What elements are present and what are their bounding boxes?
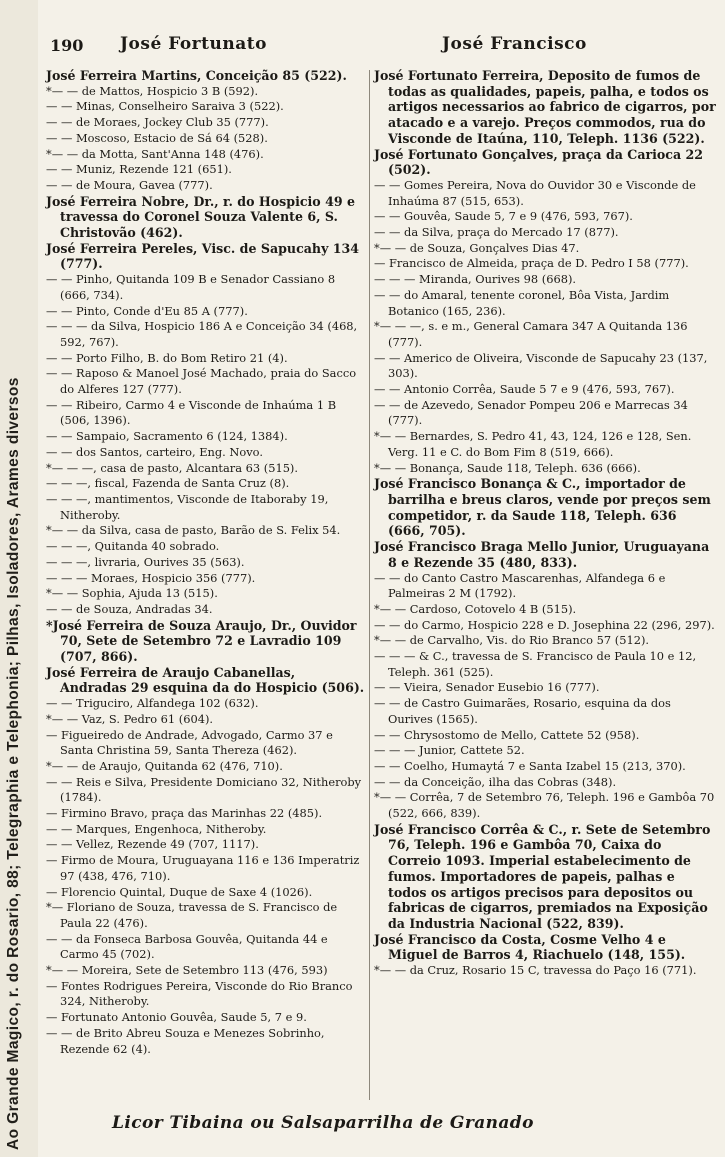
- footer-advertisement: Licor Tibaina ou Salsaparrilha de Granado: [112, 1113, 534, 1133]
- directory-entry: — — do Carmo, Hospicio 228 e D. Josephina 22 (296, 297).: [374, 617, 715, 632]
- directory-entry: — — da Silva, praça do Mercado 17 (877).: [374, 225, 619, 240]
- directory-entry: — — —, fiscal, Fazenda de Santa Cruz (8).: [46, 476, 290, 491]
- directory-entry: *— — de Araujo, Quitanda 62 (476, 710).: [46, 758, 283, 773]
- directory-entry: José Ferreira Pereles, Visc. de Sapucahy 134 (777).: [46, 240, 364, 272]
- directory-entry: — — Gomes Pereira, Nova do Ouvidor 30 e Visconde de Inhaúma 87 (515, 653).: [374, 177, 700, 208]
- directory-entry: *José Ferreira de Souza Araujo, Dr., Ouvidor 70, Sete de Setembro 72 e Lavradio 109 (707, 866).: [46, 617, 361, 665]
- directory-entry: — — — Junior, Cattete 52.: [374, 743, 525, 758]
- directory-entry: *— — de Mattos, Hospicio 3 B (592).: [46, 83, 259, 98]
- directory-entry: — — Pinho, Quitanda 109 B e Senador Cassiano 8 (666, 734).: [46, 272, 339, 302]
- directory-entry: — — Antonio Corrêa, Saude 5 7 e 9 (476, 593, 767).: [374, 382, 675, 397]
- directory-entry: — — Minas, Conselheiro Saraiva 3 (522).: [46, 99, 284, 114]
- directory-entry: *— — Bernardes, S. Pedro 41, 43, 124, 126 e 128, Sen. Verg. 11 e C. do Bom Fim 8 (519, 666).: [374, 429, 695, 459]
- directory-entry: *— — Moreira, Sete de Setembro 113 (476, 593): [46, 963, 328, 978]
- directory-entry: — Fontes Rodrigues Pereira, Visconde do Rio Branco 324, Nitheroby.: [46, 978, 357, 1009]
- directory-entry: — — Coelho, Humaytá 7 e Santa Izabel 15 (213, 370).: [374, 758, 686, 773]
- directory-entry: — — de Moraes, Jockey Club 35 (777).: [46, 115, 269, 130]
- directory-entry: *— — Corrêa, 7 de Setembro 76, Teleph. 196 e Gambôa 70 (522, 666, 839).: [374, 790, 718, 821]
- left-column: [46, 68, 366, 1057]
- header-left-title: José Fortunato: [120, 34, 267, 54]
- directory-entry: *— — Cardoso, Cotovelo 4 B (515).: [374, 601, 577, 616]
- directory-entry: — — de Azevedo, Senador Pompeu 206 e Marrecas 34 (777).: [374, 397, 692, 428]
- directory-entry: — — —, mantimentos, Visconde de Itaboraby 19, Nitheroby.: [46, 491, 332, 522]
- directory-entry: — — Sampaio, Sacramento 6 (124, 1384).: [46, 429, 288, 444]
- directory-entry: *— — —, s. e m., General Camara 347 A Quitanda 136 (777).: [374, 319, 692, 349]
- directory-entry: — — da Fonseca Barbosa Gouvêa, Quitanda 44 e Carmo 45 (702).: [46, 931, 332, 962]
- directory-entry: *— Floriano de Souza, travessa de S. Francisco de Paula 22 (476).: [46, 900, 341, 930]
- page-header: [44, 34, 715, 58]
- directory-entry: José Francisco Corrêa & C., r. Sete de Setembro 76, Teleph. 196 e Gambôa 70, Caixa do Correio 1093. Imperial estabelecimento de fumos. Importadores de papeis, palhas e todos os artigos precisos para depositos ou fabricas de cigarros, premiados na Exposição da Industria Nacional (522, 839).: [374, 821, 715, 931]
- directory-entry: — Francisco de Almeida, praça de D. Pedro I 58 (777).: [374, 256, 689, 271]
- directory-entry: — — Vellez, Rezende 49 (707, 1117).: [46, 837, 259, 852]
- directory-entry: — Firmino Bravo, praça das Marinhas 22 (485).: [46, 806, 323, 821]
- directory-entry: — — Vieira, Senador Eusebio 16 (777).: [374, 680, 600, 695]
- directory-entry: José Ferreira Martins, Conceição 85 (522).: [46, 68, 347, 83]
- directory-entry: *— — da Silva, casa de pasto, Barão de S. Felix 54.: [46, 523, 341, 538]
- directory-entry: — — de Souza, Andradas 34.: [46, 601, 213, 616]
- directory-entry: — — do Amaral, tenente coronel, Bôa Vista, Jardim Botanico (165, 236).: [374, 287, 673, 318]
- directory-entry: — Florencio Quintal, Duque de Saxe 4 (1026).: [46, 884, 313, 899]
- directory-entry: — — — Moraes, Hospicio 356 (777).: [46, 570, 256, 585]
- directory-entry: José Fortunato Gonçalves, praça da Carioca 22 (502).: [374, 146, 708, 178]
- directory-entry: — — Americo de Oliveira, Visconde de Sapucahy 23 (137, 303).: [374, 350, 712, 381]
- directory-entry: — — de Moura, Gavea (777).: [46, 177, 213, 192]
- column-divider: [369, 70, 370, 1100]
- directory-entry: José Francisco da Costa, Cosme Velho 4 e Miguel de Barros 4, Riachuelo (148, 155).: [374, 931, 686, 963]
- directory-entry: *— — da Cruz, Rosario 15 C, travessa do Paço 16 (771).: [374, 963, 697, 978]
- directory-entry: — — Moscoso, Estacio de Sá 64 (528).: [46, 130, 268, 145]
- directory-entry: — — Triguciro, Alfandega 102 (632).: [46, 696, 259, 711]
- directory-entry: — — Reis e Silva, Presidente Domiciano 32, Nitheroby (1784).: [46, 774, 365, 805]
- directory-entry: *— — da Motta, Sant'Anna 148 (476).: [46, 146, 264, 161]
- directory-entry: — — de Brito Abreu Souza e Menezes Sobrinho, Rezende 62 (4).: [46, 1025, 329, 1056]
- directory-entry: — — Muniz, Rezende 121 (651).: [46, 162, 232, 177]
- directory-entry: *— — Vaz, S. Pedro 61 (604).: [46, 711, 214, 726]
- directory-entry: — — de Castro Guimarães, Rosario, esquina da dos Ourives (1565).: [374, 696, 675, 726]
- sidebar-ad-text: Ao Grande Magico, r. do Rosario, 88; Telegraphia e Telephonia; Pilhas, Isoladores, Arames diversos: [5, 377, 22, 1150]
- directory-entry: — — Ribeiro, Carmo 4 e Visconde de Inhaúma 1 B (506, 1396).: [46, 397, 340, 428]
- directory-entry: José Francisco Braga Mello Junior, Uruguayana 8 e Rezende 35 (480, 833).: [374, 539, 714, 570]
- directory-entry: *— — de Souza, Gonçalves Dias 47.: [374, 240, 580, 255]
- directory-entry: José Francisco Bonança & C., importador de barrilha e breus claros, vende por preços sem competidor, r. da Saude 118, Teleph. 636 (666, 705).: [374, 476, 716, 539]
- directory-entry: — — — & C., travessa de S. Francisco de Paula 10 e 12, Teleph. 361 (525).: [374, 649, 700, 679]
- directory-entry: — — Gouvêa, Saude 5, 7 e 9 (476, 593, 767).: [374, 209, 633, 224]
- directory-entry: — — Raposo & Manoel José Machado, praia do Sacco do Alferes 127 (777).: [46, 366, 360, 397]
- directory-entry: — Firmo de Moura, Uruguayana 116 e 136 Imperatriz 97 (438, 476, 710).: [46, 853, 363, 883]
- directory-entry: *— — Sophia, Ajuda 13 (515).: [46, 586, 218, 601]
- directory-entry: — — do Canto Castro Mascarenhas, Alfandega 6 e Palmeiras 2 M (1792).: [374, 570, 669, 601]
- directory-entry: *— — Bonança, Saude 118, Teleph. 636 (666).: [374, 460, 641, 475]
- directory-entry: — — —, livraria, Ourives 35 (563).: [46, 554, 245, 569]
- directory-entry: — — Porto Filho, B. do Bom Retiro 21 (4).: [46, 350, 288, 365]
- directory-entry: — Figueiredo de Andrade, Advogado, Carmo 37 e Santa Christina 59, Santa Thereza (462).: [46, 727, 337, 758]
- directory-entry: *— — de Carvalho, Vis. do Rio Branco 57 (512).: [374, 633, 650, 648]
- directory-entry: — — — da Silva, Hospicio 186 A e Conceição 34 (468, 592, 767).: [46, 319, 361, 349]
- page-number: 190: [50, 36, 84, 55]
- right-column: [374, 68, 721, 979]
- directory-entry: — — —, Quitanda 40 sobrado.: [46, 539, 220, 554]
- directory-entry: José Fortunato Ferreira, Deposito de fumos de todas as qualidades, papeis, palha, e todos os artigos necessarios ao fabrico de cigarros, por atacado e a varejo. Preços commodos, rua do Visconde de Itaúna, 110, Teleph. 1136 (522).: [374, 68, 721, 146]
- directory-entry: — — Chrysostomo de Mello, Cattete 52 (958).: [374, 727, 640, 742]
- directory-entry: — Fortunato Antonio Gouvêa, Saude 5, 7 e 9.: [46, 1010, 307, 1025]
- sidebar-advertisement: [0, 0, 38, 1157]
- directory-entry: — — Marques, Engenhoca, Nitheroby.: [46, 821, 267, 836]
- header-right-title: José Francisco: [442, 34, 587, 54]
- directory-entry: — — Pinto, Conde d'Eu 85 A (777).: [46, 303, 248, 318]
- directory-entry: José Ferreira Nobre, Dr., r. do Hospicio 49 e travessa do Coronel Souza Valente 6, S. Christovão (462).: [46, 193, 360, 241]
- directory-entry: *— — —, casa de pasto, Alcantara 63 (515).: [46, 460, 299, 475]
- directory-entry: José Ferreira de Araujo Cabanellas, Andradas 29 esquina da do Hospicio (506).: [46, 664, 365, 696]
- directory-entry: — — da Conceição, ilha das Cobras (348).: [374, 774, 617, 789]
- directory-entry: — — — Miranda, Ourives 98 (668).: [374, 272, 577, 287]
- directory-entry: — — dos Santos, carteiro, Eng. Novo.: [46, 444, 263, 459]
